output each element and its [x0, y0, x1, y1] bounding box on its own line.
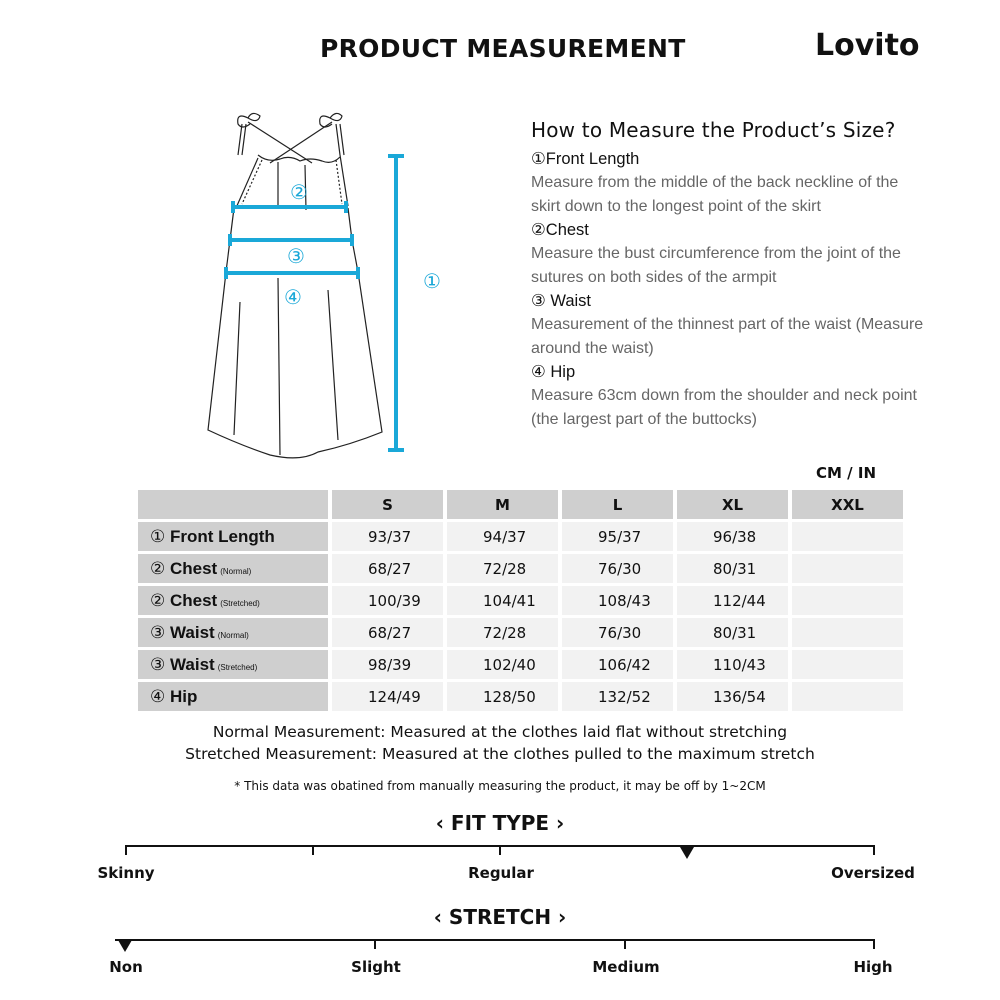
row-label-text: Hip [169, 686, 198, 706]
fit-type-tick [312, 845, 314, 855]
row-label-sub: (Normal) [217, 630, 249, 640]
row-label-sub: (Stretched) [217, 662, 258, 672]
page-title: PRODUCT MEASUREMENT [320, 34, 686, 63]
footnote: * This data was obatined from manually measuring the product, it may be off by 1~2CM [234, 779, 766, 793]
row-number: ④ [150, 686, 166, 706]
how-to-item-desc: Measure the bust circumference from the joint of the sutures on both sides of the armpit [531, 245, 901, 286]
table-cell [792, 554, 903, 583]
table-row [138, 682, 903, 711]
fit-type-marker-icon [680, 847, 694, 859]
marker-waist-icon: ③ [287, 244, 305, 268]
fit-type-tick [873, 845, 875, 855]
fit-type-title: ‹ FIT TYPE › [435, 811, 565, 835]
table-cell: 76/30 [562, 554, 673, 583]
how-to-heading: How to Measure the Product’s Size? [531, 118, 896, 142]
how-to-item-title: ②Chest [531, 221, 589, 239]
table-cell: 68/27 [332, 618, 443, 647]
how-to-item-desc: Measurement of the thinnest part of the waist (Measure around the waist) [531, 316, 924, 357]
row-label-text: Waist [169, 622, 215, 642]
how-to-item-desc: Measure 63cm down from the shoulder and neck point (the largest part of the buttocks) [531, 387, 917, 428]
column-header: M [447, 490, 558, 519]
column-header [138, 490, 328, 519]
measurement-notes [0, 721, 1000, 765]
stretch-label-high: High [853, 958, 893, 976]
column-header: XXL [792, 490, 903, 519]
table-row [138, 650, 903, 679]
table-cell: 128/50 [447, 682, 558, 711]
row-number: ② [150, 590, 166, 610]
table-cell [792, 522, 903, 551]
row-label [138, 554, 328, 583]
brand-logo: Lovito [815, 28, 920, 63]
stretch-label-non: Non [109, 958, 143, 976]
row-number: ② [150, 558, 166, 578]
table-cell: 106/42 [562, 650, 673, 679]
row-label [138, 682, 328, 711]
stretch-label-slight: Slight [351, 958, 401, 976]
column-header: S [332, 490, 443, 519]
table-cell: 94/37 [447, 522, 558, 551]
row-label-text: Front Length [169, 526, 275, 546]
size-table [134, 487, 907, 714]
row-label [138, 650, 328, 679]
row-label-text: Waist [169, 654, 215, 674]
table-cell: 72/28 [447, 618, 558, 647]
table-cell: 124/49 [332, 682, 443, 711]
how-to-item-desc: Measure from the middle of the back neckline of the skirt down to the longest point of the skirt [531, 174, 899, 215]
marker-front-length-icon: ① [423, 269, 441, 293]
table-cell: 76/30 [562, 618, 673, 647]
fit-type-tick [499, 845, 501, 855]
table-row [138, 618, 903, 647]
unit-label: CM / IN [816, 464, 876, 482]
table-cell [792, 618, 903, 647]
table-cell: 112/44 [677, 586, 788, 615]
table-cell: 72/28 [447, 554, 558, 583]
table-cell: 93/37 [332, 522, 443, 551]
table-cell: 132/52 [562, 682, 673, 711]
table-cell [792, 586, 903, 615]
table-cell [792, 682, 903, 711]
table-header-row [138, 490, 903, 519]
how-to-item-title: ④ Hip [531, 363, 576, 381]
row-label-text: Chest [169, 558, 218, 578]
row-number: ① [150, 526, 166, 546]
table-cell: 100/39 [332, 586, 443, 615]
table-cell: 95/37 [562, 522, 673, 551]
how-to-item-title: ①Front Length [531, 150, 640, 168]
row-label-sub: (Stretched) [220, 598, 260, 608]
stretch-tick [624, 939, 626, 949]
table-row [138, 554, 903, 583]
row-number: ③ [150, 654, 166, 674]
fit-type-tick [125, 845, 127, 855]
row-label-sub: (Normal) [220, 566, 252, 576]
stretch-scale-line [115, 939, 875, 941]
table-cell: 108/43 [562, 586, 673, 615]
fit-type-label-oversized: Oversized [831, 864, 915, 882]
how-to-measure [531, 118, 931, 432]
table-cell [792, 650, 903, 679]
table-cell: 98/39 [332, 650, 443, 679]
row-label [138, 586, 328, 615]
column-header: XL [677, 490, 788, 519]
table-cell: 110/43 [677, 650, 788, 679]
table-cell: 136/54 [677, 682, 788, 711]
row-label [138, 522, 328, 551]
marker-chest-icon: ② [290, 180, 308, 204]
row-label [138, 618, 328, 647]
stretch-tick [374, 939, 376, 949]
how-to-item-title: ③ Waist [531, 292, 592, 310]
table-cell: 96/38 [677, 522, 788, 551]
table-row [138, 586, 903, 615]
marker-hip-icon: ④ [284, 285, 302, 309]
dress-outline-icon [200, 100, 460, 470]
fit-type-label-skinny: Skinny [97, 864, 155, 882]
table-cell: 68/27 [332, 554, 443, 583]
stretch-tick [873, 939, 875, 949]
table-cell: 102/40 [447, 650, 558, 679]
normal-note: Normal Measurement: Measured at the clothes laid flat without stretching [212, 723, 788, 741]
stretch-label-medium: Medium [592, 958, 660, 976]
stretched-note: Stretched Measurement: Measured at the clothes pulled to the maximum stretch [185, 745, 815, 763]
column-header: L [562, 490, 673, 519]
table-cell: 80/31 [677, 554, 788, 583]
table-cell: 80/31 [677, 618, 788, 647]
row-number: ③ [150, 622, 166, 642]
dress-diagram [200, 100, 460, 470]
fit-type-label-regular: Regular [468, 864, 534, 882]
stretch-marker-icon [118, 940, 132, 952]
table-row [138, 522, 903, 551]
row-label-text: Chest [169, 590, 218, 610]
table-cell: 104/41 [447, 586, 558, 615]
stretch-title: ‹ STRETCH › [433, 905, 567, 929]
